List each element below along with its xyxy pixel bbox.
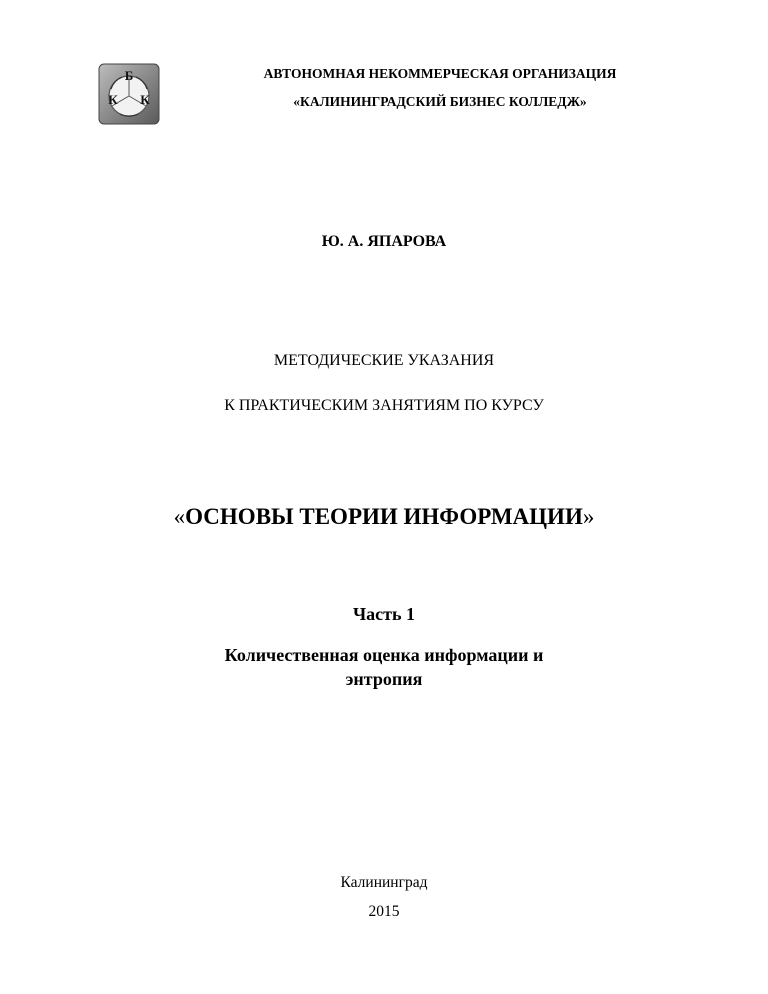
- part-title-line-1: Количественная оценка информации и: [224, 645, 544, 665]
- part-title-line-2: энтропия: [345, 669, 423, 689]
- course-title: [0, 504, 768, 530]
- part-label: Часть 1: [352, 604, 416, 624]
- course-title-close-quote: »: [582, 504, 595, 529]
- part-title: [0, 643, 768, 691]
- logo-letter-right: К: [140, 92, 150, 107]
- subtitle-line-1: МЕТОДИЧЕСКИЕ УКАЗАНИЯ: [273, 352, 495, 369]
- course-title-open-quote: «: [173, 504, 186, 529]
- publication-city: Калининград: [340, 874, 428, 891]
- subtitle-line-2: К ПРАКТИЧЕСКИМ ЗАНЯТИЯМ ПО КУРСУ: [224, 397, 544, 414]
- college-name: «КАЛИНИНГРАДСКИЙ БИЗНЕС КОЛЛЕДЖ»: [293, 94, 587, 109]
- logo-letter-top: Б: [124, 68, 134, 83]
- logo-letter-left: К: [108, 92, 118, 107]
- college-logo: [98, 63, 160, 125]
- organization-name: АВТОНОМНАЯ НЕКОММЕРЧЕСКАЯ ОРГАНИЗАЦИЯ: [263, 66, 617, 81]
- course-title-text: ОСНОВЫ ТЕОРИИ ИНФОРМАЦИИ: [185, 504, 583, 529]
- author-name: Ю. А. ЯПАРОВА: [321, 233, 447, 250]
- publication-year: 2015: [368, 903, 400, 920]
